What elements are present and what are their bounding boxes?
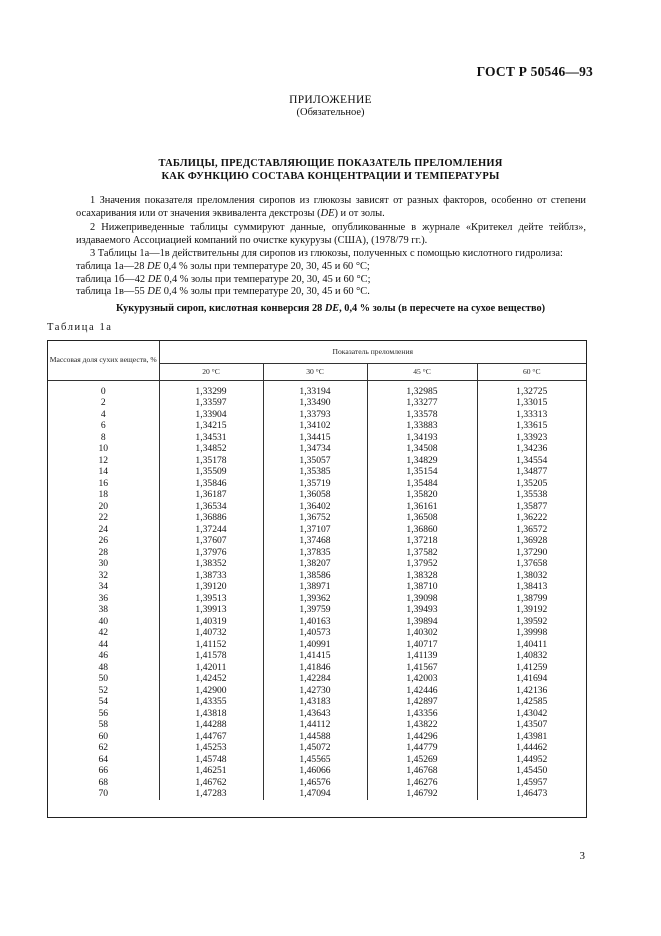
cell-refractive-index: 1,43822 [367, 719, 477, 731]
table-row [48, 662, 586, 674]
cell-refractive-index: 1,35057 [263, 455, 367, 467]
table-row [48, 489, 586, 501]
cell-refractive-index: 1,37290 [477, 547, 586, 559]
cell-refractive-index: 1,44779 [367, 742, 477, 754]
cell-mass-fraction: 70 [98, 788, 109, 799]
cell-mass-fraction: 16 [98, 477, 109, 489]
cell-mass-fraction: 26 [98, 535, 109, 546]
cell-refractive-index: 1,36187 [159, 489, 263, 501]
cell-refractive-index: 1,41846 [263, 662, 367, 674]
cell-refractive-index: 1,33578 [367, 409, 477, 421]
cell-mass-fraction: 6 [100, 420, 106, 431]
table-body [48, 380, 586, 800]
cell-refractive-index: 1,32725 [477, 380, 586, 397]
cell-refractive-index: 1,33299 [159, 380, 263, 397]
cell-refractive-index: 1,39759 [263, 604, 367, 616]
column-header-temp: 45 °C [367, 363, 477, 380]
cell-refractive-index: 1,39192 [477, 604, 586, 616]
cell-refractive-index: 1,36508 [367, 512, 477, 524]
cell-refractive-index: 1,34193 [367, 432, 477, 444]
cell-refractive-index: 1,42446 [367, 685, 477, 697]
cell-refractive-index: 1,39894 [367, 616, 477, 628]
paragraph-2-text: 2 Нижеприведенные таблицы суммируют данные, опубликованные в журнале «Критекел дейте тейблз», издаваемого Ассоциацией компаний по очистке кукурузы (США), (1978/79 гг.). [76, 222, 586, 246]
cell-refractive-index: 1,42003 [367, 673, 477, 685]
cell-mass-fraction: 14 [98, 466, 109, 477]
cell-refractive-index: 1,46576 [263, 777, 367, 789]
paragraph-2 [76, 222, 586, 247]
table-row [48, 627, 586, 639]
cell-refractive-index: 1,40732 [159, 627, 263, 639]
cell-refractive-index: 1,36222 [477, 512, 586, 524]
cell-refractive-index: 1,37107 [263, 524, 367, 536]
cell-refractive-index: 1,38032 [477, 570, 586, 582]
cell-refractive-index: 1,46276 [367, 777, 477, 789]
table-row [48, 409, 586, 421]
column-header-mass: Массовая доля сухих веществ, % [48, 341, 159, 380]
cell-refractive-index: 1,44952 [477, 754, 586, 766]
cell-mass-fraction: 48 [98, 661, 109, 673]
cell-mass-fraction: 64 [98, 753, 109, 765]
cell-refractive-index: 1,34877 [477, 466, 586, 478]
cell-refractive-index: 1,35484 [367, 478, 477, 490]
list-item: таблица 1в—55 DE 0,4 % золы при температуре 20, 30, 45 и 60 °С. [76, 286, 370, 297]
cell-refractive-index: 1,36572 [477, 524, 586, 536]
refraction-table [47, 340, 587, 818]
cell-mass-fraction: 0 [100, 385, 106, 397]
table-row [48, 466, 586, 478]
cell-refractive-index: 1,34554 [477, 455, 586, 467]
cell-refractive-index: 1,45269 [367, 754, 477, 766]
appendix-status: (Обязательное) [296, 107, 365, 118]
cell-refractive-index: 1,36752 [263, 512, 367, 524]
cell-refractive-index: 1,33883 [367, 420, 477, 432]
table-row [48, 685, 586, 697]
table-row [48, 501, 586, 513]
cell-refractive-index: 1,39493 [367, 604, 477, 616]
cell-refractive-index: 1,33923 [477, 432, 586, 444]
list-item: таблица 1а—28 DE 0,4 % золы при температуре 20, 30, 45 и 60 °С; [76, 261, 370, 272]
column-header-temp: 30 °C [263, 363, 367, 380]
cell-mass-fraction: 38 [98, 604, 109, 615]
cell-refractive-index: 1,41694 [477, 673, 586, 685]
cell-refractive-index: 1,35178 [159, 455, 263, 467]
cell-refractive-index: 1,45957 [477, 777, 586, 789]
cell-mass-fraction: 18 [98, 489, 109, 500]
cell-refractive-index: 1,32985 [367, 380, 477, 397]
table-row [48, 570, 586, 582]
cell-refractive-index: 1,41578 [159, 650, 263, 662]
cell-refractive-index: 1,34215 [159, 420, 263, 432]
cell-mass-fraction: 68 [98, 776, 109, 788]
page-number: 3 [579, 850, 585, 862]
table-row [48, 432, 586, 444]
cell-mass-fraction: 52 [98, 684, 109, 696]
paragraph-1-text-b: ) и от золы. [334, 207, 385, 219]
cell-refractive-index: 1,37835 [263, 547, 367, 559]
table-row [48, 558, 586, 570]
cell-refractive-index: 1,37658 [477, 558, 586, 570]
cell-refractive-index: 1,37607 [159, 535, 263, 547]
list-item: таблица 1б—42 DE 0,4 % золы при температуре 20, 30, 45 и 60 °С; [76, 273, 371, 285]
table-row [48, 639, 586, 651]
cell-refractive-index: 1,39098 [367, 593, 477, 605]
cell-refractive-index: 1,42011 [159, 662, 263, 674]
cell-refractive-index: 1,35385 [263, 466, 367, 478]
cell-refractive-index: 1,35538 [477, 489, 586, 501]
table-row [48, 731, 586, 743]
cell-refractive-index: 1,39913 [159, 604, 263, 616]
cell-mass-fraction: 4 [100, 408, 106, 420]
table-row [48, 380, 586, 397]
cell-mass-fraction: 58 [98, 719, 109, 730]
cell-refractive-index: 1,40163 [263, 616, 367, 628]
cell-mass-fraction: 34 [98, 581, 109, 592]
cell-refractive-index: 1,39513 [159, 593, 263, 605]
table-row [48, 708, 586, 720]
cell-refractive-index: 1,38207 [263, 558, 367, 570]
cell-refractive-index: 1,42452 [159, 673, 263, 685]
cell-refractive-index: 1,46473 [477, 788, 586, 800]
cell-refractive-index: 1,43355 [159, 696, 263, 708]
table-row [48, 604, 586, 616]
cell-refractive-index: 1,38799 [477, 593, 586, 605]
refraction-table-grid [48, 341, 586, 800]
cell-mass-fraction: 30 [98, 558, 109, 569]
cell-refractive-index: 1,37468 [263, 535, 367, 547]
cell-refractive-index: 1,38328 [367, 570, 477, 582]
cell-refractive-index: 1,34236 [477, 443, 586, 455]
cell-refractive-index: 1,33277 [367, 397, 477, 409]
table-row [48, 512, 586, 524]
column-header-group: Показатель преломления [159, 341, 586, 363]
paragraph-1-text-a: 1 Значения показателя преломления сиропов из глюкозы зависят от разных факторов, особенно от степени осахаривания или от значения эквивалента декстрозы ( [76, 195, 586, 219]
paragraph-3-text: 3 Таблицы 1а—1в действительны для сиропов из глюкозы, полученных с помощью кислотного гидролиза: [90, 248, 563, 259]
cell-refractive-index: 1,34508 [367, 443, 477, 455]
table-row [48, 719, 586, 731]
paragraph-1-de: DE [320, 207, 335, 219]
table-row [48, 420, 586, 432]
cell-mass-fraction: 10 [98, 443, 109, 454]
cell-refractive-index: 1,36161 [367, 501, 477, 513]
cell-mass-fraction: 56 [98, 707, 109, 719]
table-row [48, 765, 586, 777]
cell-refractive-index: 1,41415 [263, 650, 367, 662]
cell-refractive-index: 1,33904 [159, 409, 263, 421]
cell-refractive-index: 1,42897 [367, 696, 477, 708]
cell-refractive-index: 1,43818 [159, 708, 263, 720]
cell-refractive-index: 1,44588 [263, 731, 367, 743]
table-row [48, 754, 586, 766]
cell-refractive-index: 1,43042 [477, 708, 586, 720]
document-id: ГОСТ Р 50546—93 [476, 64, 593, 79]
cell-refractive-index: 1,47283 [159, 788, 263, 800]
cell-refractive-index: 1,34102 [263, 420, 367, 432]
cell-refractive-index: 1,39592 [477, 616, 586, 628]
cell-refractive-index: 1,46768 [367, 765, 477, 777]
cell-refractive-index: 1,33313 [477, 409, 586, 421]
cell-refractive-index: 1,39120 [159, 581, 263, 593]
table-row [48, 616, 586, 628]
cell-refractive-index: 1,40832 [477, 650, 586, 662]
cell-refractive-index: 1,35719 [263, 478, 367, 490]
cell-mass-fraction: 24 [98, 523, 109, 535]
cell-refractive-index: 1,33793 [263, 409, 367, 421]
cell-mass-fraction: 2 [100, 397, 106, 408]
cell-refractive-index: 1,38710 [367, 581, 477, 593]
cell-refractive-index: 1,37218 [367, 535, 477, 547]
cell-refractive-index: 1,37244 [159, 524, 263, 536]
table-row [48, 581, 586, 593]
cell-refractive-index: 1,37976 [159, 547, 263, 559]
title-line-1: ТАБЛИЦЫ, ПРЕДСТАВЛЯЮЩИЕ ПОКАЗАТЕЛЬ ПРЕЛОМЛЕНИЯ [158, 158, 503, 169]
cell-refractive-index: 1,42284 [263, 673, 367, 685]
cell-mass-fraction: 36 [98, 592, 109, 604]
cell-mass-fraction: 44 [98, 638, 109, 650]
cell-refractive-index: 1,34415 [263, 432, 367, 444]
cell-refractive-index: 1,34734 [263, 443, 367, 455]
cell-mass-fraction: 20 [98, 500, 109, 512]
cell-refractive-index: 1,39362 [263, 593, 367, 605]
cell-refractive-index: 1,44462 [477, 742, 586, 754]
cell-mass-fraction: 28 [98, 546, 109, 558]
cell-refractive-index: 1,34829 [367, 455, 477, 467]
cell-mass-fraction: 46 [98, 650, 109, 661]
cell-refractive-index: 1,45450 [477, 765, 586, 777]
cell-refractive-index: 1,38733 [159, 570, 263, 582]
paragraph-3 [76, 248, 586, 261]
cell-refractive-index: 1,44767 [159, 731, 263, 743]
cell-refractive-index: 1,42136 [477, 685, 586, 697]
cell-refractive-index: 1,46792 [367, 788, 477, 800]
cell-refractive-index: 1,40319 [159, 616, 263, 628]
cell-refractive-index: 1,36860 [367, 524, 477, 536]
cell-refractive-index: 1,40717 [367, 639, 477, 651]
cell-refractive-index: 1,38413 [477, 581, 586, 593]
cell-mass-fraction: 66 [98, 765, 109, 776]
cell-refractive-index: 1,42730 [263, 685, 367, 697]
table-row [48, 593, 586, 605]
cell-refractive-index: 1,36402 [263, 501, 367, 513]
table-row [48, 673, 586, 685]
cell-refractive-index: 1,45565 [263, 754, 367, 766]
cell-refractive-index: 1,47094 [263, 788, 367, 800]
cell-refractive-index: 1,45253 [159, 742, 263, 754]
paragraph-1 [76, 195, 586, 220]
cell-refractive-index: 1,43356 [367, 708, 477, 720]
cell-refractive-index: 1,41139 [367, 650, 477, 662]
table-row [48, 547, 586, 559]
cell-refractive-index: 1,33490 [263, 397, 367, 409]
cell-refractive-index: 1,35820 [367, 489, 477, 501]
table-row [48, 397, 586, 409]
cell-refractive-index: 1,33015 [477, 397, 586, 409]
cell-refractive-index: 1,40302 [367, 627, 477, 639]
cell-mass-fraction: 8 [100, 431, 106, 443]
cell-refractive-index: 1,36886 [159, 512, 263, 524]
column-header-temp: 20 °C [159, 363, 263, 380]
cell-mass-fraction: 54 [98, 696, 109, 707]
main-title [0, 157, 661, 183]
cell-refractive-index: 1,35846 [159, 478, 263, 490]
table-row [48, 478, 586, 490]
cell-mass-fraction: 12 [98, 454, 109, 466]
table-row [48, 788, 586, 800]
table-row [48, 777, 586, 789]
cell-refractive-index: 1,44112 [263, 719, 367, 731]
cell-refractive-index: 1,42900 [159, 685, 263, 697]
cell-refractive-index: 1,34531 [159, 432, 263, 444]
table-label: Таблица 1а [47, 322, 113, 333]
cell-mass-fraction: 60 [98, 730, 109, 742]
table-row [48, 696, 586, 708]
cell-refractive-index: 1,35205 [477, 478, 586, 490]
table-heading: Кукурузный сироп, кислотная конверсия 28 DE, 0,4 % золы (в пересчете на сухое вещество) [115, 303, 546, 314]
cell-refractive-index: 1,45748 [159, 754, 263, 766]
title-line-2: КАК ФУНКЦИЮ СОСТАВА КОНЦЕНТРАЦИИ И ТЕМПЕРАТУРЫ [161, 171, 500, 182]
cell-refractive-index: 1,43981 [477, 731, 586, 743]
cell-refractive-index: 1,39998 [477, 627, 586, 639]
cell-refractive-index: 1,40573 [263, 627, 367, 639]
cell-refractive-index: 1,42585 [477, 696, 586, 708]
cell-refractive-index: 1,38586 [263, 570, 367, 582]
cell-refractive-index: 1,43643 [263, 708, 367, 720]
cell-refractive-index: 1,36534 [159, 501, 263, 513]
table-row [48, 455, 586, 467]
cell-refractive-index: 1,33194 [263, 380, 367, 397]
appendix-label: ПРИЛОЖЕНИЕ [289, 94, 372, 106]
cell-refractive-index: 1,44296 [367, 731, 477, 743]
cell-refractive-index: 1,36928 [477, 535, 586, 547]
cell-refractive-index: 1,38352 [159, 558, 263, 570]
cell-mass-fraction: 62 [98, 742, 109, 753]
cell-refractive-index: 1,36058 [263, 489, 367, 501]
column-header-temp: 60 °C [477, 363, 586, 380]
cell-refractive-index: 1,37952 [367, 558, 477, 570]
cell-mass-fraction: 42 [98, 627, 109, 638]
cell-mass-fraction: 50 [98, 673, 109, 684]
cell-mass-fraction: 32 [98, 569, 109, 581]
table-row [48, 535, 586, 547]
cell-refractive-index: 1,35509 [159, 466, 263, 478]
table-row [48, 742, 586, 754]
cell-refractive-index: 1,35877 [477, 501, 586, 513]
cell-mass-fraction: 40 [98, 615, 109, 627]
cell-refractive-index: 1,37582 [367, 547, 477, 559]
table-row [48, 524, 586, 536]
cell-mass-fraction: 22 [98, 512, 109, 523]
cell-refractive-index: 1,35154 [367, 466, 477, 478]
cell-refractive-index: 1,43507 [477, 719, 586, 731]
cell-refractive-index: 1,44288 [159, 719, 263, 731]
cell-refractive-index: 1,46762 [159, 777, 263, 789]
cell-refractive-index: 1,38971 [263, 581, 367, 593]
cell-refractive-index: 1,40991 [263, 639, 367, 651]
cell-refractive-index: 1,41259 [477, 662, 586, 674]
cell-refractive-index: 1,41567 [367, 662, 477, 674]
cell-refractive-index: 1,33597 [159, 397, 263, 409]
table-row [48, 650, 586, 662]
cell-refractive-index: 1,34852 [159, 443, 263, 455]
cell-refractive-index: 1,43183 [263, 696, 367, 708]
cell-refractive-index: 1,45072 [263, 742, 367, 754]
table-row [48, 443, 586, 455]
cell-refractive-index: 1,40411 [477, 639, 586, 651]
cell-refractive-index: 1,46251 [159, 765, 263, 777]
cell-refractive-index: 1,41152 [159, 639, 263, 651]
cell-refractive-index: 1,46066 [263, 765, 367, 777]
cell-refractive-index: 1,33615 [477, 420, 586, 432]
